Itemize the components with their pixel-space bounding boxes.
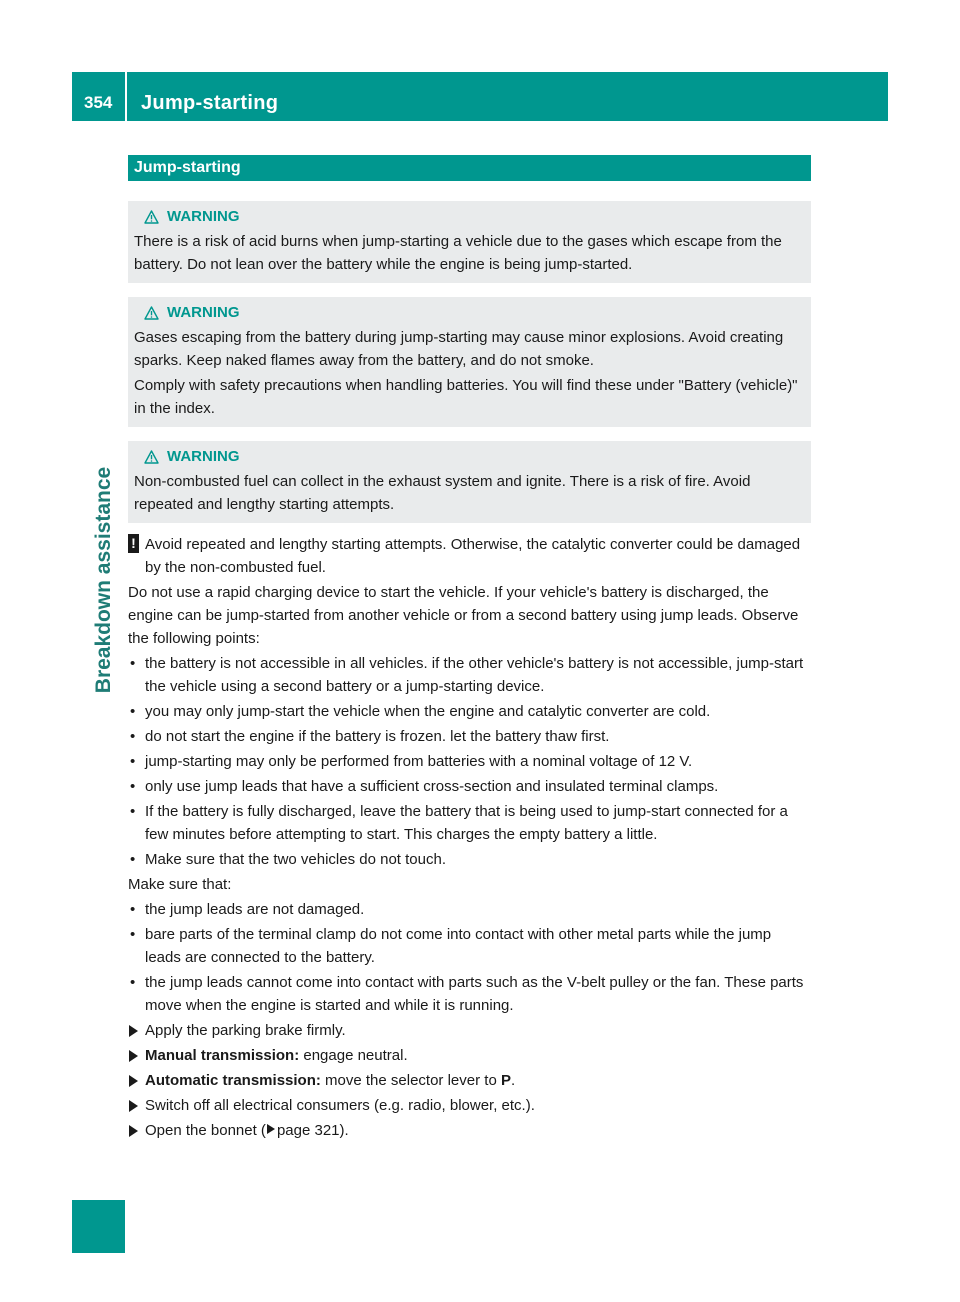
warning-triangle-icon xyxy=(144,306,159,320)
step-arrow-icon xyxy=(129,1100,138,1112)
steps-list xyxy=(128,1019,811,1142)
step-text: Open the bonnet ( xyxy=(145,1122,266,1139)
warnings-container xyxy=(128,201,811,523)
list-item: • Make sure that the two vehicles do not touch. xyxy=(128,848,811,871)
list-item: • If the battery is fully discharged, leave the battery that is being used to jump-start connected for a few minutes before attempting to start. This charges the empty battery a little. xyxy=(128,800,811,846)
warning-label: WARNING xyxy=(167,448,240,465)
warning-text: There is a risk of acid burns when jump-starting a vehicle due to the gases which escape from the battery. Do not lean over the battery while the engine is being jump-started. xyxy=(134,233,782,273)
warning-text: Comply with safety precautions when handling batteries. You will find these under "Battery (vehicle)" in the index. xyxy=(134,377,798,417)
step-bold-label: Automatic transmission: xyxy=(145,1072,321,1089)
notice-text: Avoid repeated and lengthy starting attempts. Otherwise, the catalytic converter could be damaged by the non-combusted fuel. xyxy=(145,536,801,576)
step-bold-label: Manual transmission: xyxy=(145,1047,300,1064)
warning-header xyxy=(144,446,805,468)
warning-text: Gases escaping from the battery during jump-starting may cause minor explosions. Avoid creating sparks. Keep naked flames away from the battery, and do not smoke. xyxy=(134,329,784,369)
list-item: • only use jump leads that have a sufficient cross-section and insulated terminal clamps. xyxy=(128,775,811,798)
step-bold-value: P xyxy=(500,1072,511,1089)
side-section-label-text: Breakdown assistance xyxy=(92,466,115,694)
warning-triangle-icon xyxy=(144,450,159,464)
warning-box xyxy=(128,441,811,523)
section-title: Jump-starting xyxy=(128,155,811,181)
step-text: move the selector lever to xyxy=(320,1072,501,1089)
notice-exclamation-icon: ! xyxy=(128,534,139,553)
step-item xyxy=(128,1069,811,1092)
warning-header xyxy=(144,302,805,324)
warning-label: WARNING xyxy=(167,208,240,225)
warning-text: Non-combusted fuel can collect in the exhaust system and ignite. There is a risk of fire. Avoid repeated and lengthy starting attempts. xyxy=(134,473,751,513)
list-item: • the jump leads cannot come into contact with parts such as the V-belt pulley or the fan. These parts move when the engine is started and while it is running. xyxy=(128,971,811,1017)
warning-label: WARNING xyxy=(167,304,240,321)
step-after-ref: ). xyxy=(339,1122,349,1139)
step-item xyxy=(128,1094,811,1117)
step-text: Switch off all electrical consumers (e.g. radio, blower, etc.). xyxy=(145,1097,535,1114)
step-text: Apply the parking brake firmly. xyxy=(145,1022,346,1039)
list-item: • you may only jump-start the vehicle when the engine and catalytic converter are cold. xyxy=(128,700,811,723)
warning-box xyxy=(128,201,811,283)
header-divider xyxy=(125,72,127,121)
page-content xyxy=(128,155,811,1144)
step-arrow-icon xyxy=(129,1050,138,1062)
list-item: • the battery is not accessible in all vehicles. if the other vehicle's battery is not accessible, jump-start the vehicle using a second battery or a jump-starting device. xyxy=(128,652,811,698)
warning-header xyxy=(144,206,805,228)
side-tab-block xyxy=(72,1200,125,1253)
step-arrow-icon xyxy=(129,1075,138,1087)
step-item xyxy=(128,1019,811,1042)
points-list xyxy=(128,652,811,871)
step-suffix: . xyxy=(510,1072,516,1089)
make-sure-label: Make sure that: xyxy=(128,876,232,893)
intro-paragraph: Do not use a rapid charging device to start the vehicle. If your vehicle's battery is discharged, the engine can be jump-started from another vehicle or from a second battery using jump leads. Observe the following points: xyxy=(128,584,799,647)
step-text: engage neutral. xyxy=(299,1047,408,1064)
step-item xyxy=(128,1044,811,1067)
side-section-label xyxy=(84,450,124,710)
make-sure-list xyxy=(128,898,811,1017)
list-item: • jump-starting may only be performed from batteries with a nominal voltage of 12 V. xyxy=(128,750,811,773)
header-title: Jump-starting xyxy=(141,92,279,114)
warning-triangle-icon xyxy=(144,210,159,224)
step-arrow-icon xyxy=(129,1025,138,1037)
page-number: 354 xyxy=(84,93,113,112)
page-ref-arrow-icon xyxy=(267,1124,275,1134)
step-arrow-icon xyxy=(129,1125,138,1137)
list-item: • the jump leads are not damaged. xyxy=(128,898,811,921)
list-item: • bare parts of the terminal clamp do not come into contact with other metal parts while the jump leads are connected to the battery. xyxy=(128,923,811,969)
list-item: • do not start the engine if the battery is frozen. let the battery thaw first. xyxy=(128,725,811,748)
notice xyxy=(128,533,811,579)
step-item xyxy=(128,1119,811,1142)
page-reference-link[interactable]: page 321 xyxy=(276,1122,340,1139)
warning-box xyxy=(128,297,811,427)
